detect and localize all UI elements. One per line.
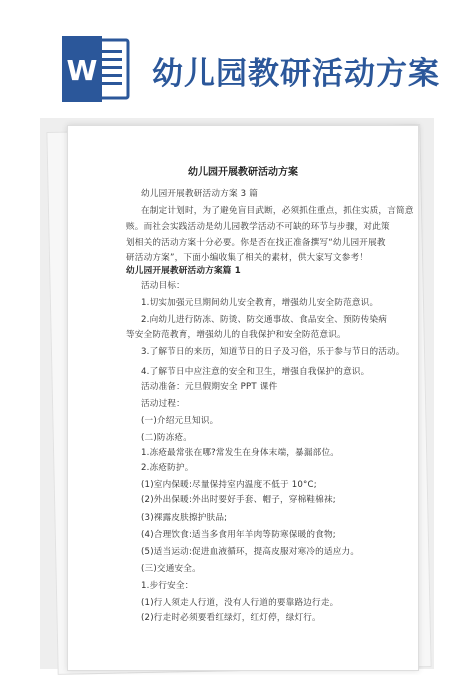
- doc-line-3: 划相关的活动方案十分必要。你是否在找正准备撰写“幼儿园开展教: [126, 238, 386, 248]
- doc-line-subtitle: 幼儿园开展教研活动方案 3 篇: [141, 189, 259, 199]
- doc-line-24: 1.步行安全：: [141, 581, 194, 591]
- doc-line-7: 1.切实加强元旦期间幼儿安全教育，增强幼儿安全防范意识。: [141, 298, 379, 308]
- word-document-icon: [62, 36, 132, 102]
- doc-line-6: 活动目标：: [141, 281, 185, 291]
- doc-line-20: (3)裸露皮肤擦护肤品;: [141, 513, 228, 523]
- doc-line-2: 赅。而社会实践活动是幼儿园教学活动不可缺的环节与步骤，对此策: [126, 222, 390, 232]
- doc-line-12: 活动准备：元旦假期安全 PPT 课件: [141, 382, 278, 392]
- doc-line-9: 等安全防范教育，增强幼儿的自我保护和安全防范意识。: [126, 330, 346, 340]
- word-letter: W: [66, 54, 98, 87]
- doc-line-25: (1)行人须走人行道，没有人行道的要靠路边行走。: [141, 598, 339, 608]
- doc-line-17: 2.冻疮防护。: [141, 463, 194, 473]
- header-banner: [0, 0, 474, 120]
- doc-line-11: 4.了解节日中应注意的安全和卫生，增强自我保护的意识。: [141, 367, 370, 377]
- doc-line-8: 2.向幼儿进行防冻、防烫、防交通事故、食品安全、预防传染病: [141, 315, 388, 325]
- doc-line-1: 在制定计划时，为了避免盲目武断，必须抓住重点，抓住实质，言简意: [141, 206, 414, 216]
- doc-line-23: (三)交通安全。: [141, 564, 201, 574]
- document-page: [67, 125, 419, 671]
- doc-line-13: 活动过程：: [141, 399, 185, 409]
- doc-line-16: 1.冻疮最常张在哪?常发生在身体末端，暴漏部位。: [141, 448, 340, 458]
- banner-title: 幼儿园教研活动方案: [152, 56, 440, 92]
- doc-line-19: (2)外出保暖:外出时要好手套、帽子，穿棉鞋棉袜;: [141, 495, 336, 505]
- doc-line-22: (5)适当运动:促进血液循环，提高皮服对寒冷的适应力。: [141, 547, 360, 557]
- doc-line-18: (1)室内保暖:尽量保持室内温度不低于 10°C;: [141, 480, 317, 490]
- section-heading-1: 幼儿园开展教研活动方案篇 1: [126, 266, 241, 276]
- doc-line-15: (二)防冻疮。: [141, 433, 193, 443]
- doc-line-26: (2)行走时必须要看红绿灯，红灯停，绿灯行。: [141, 613, 321, 623]
- doc-line-4: 研活动方案”，下面小编收集了相关的素材，供大家写文参考！: [126, 253, 369, 263]
- doc-line-14: (一)介绍元旦知识。: [141, 416, 219, 426]
- doc-line-10: 3.了解节日的来历，知道节日的日子及习俗，乐于参与节日的活动。: [141, 347, 405, 357]
- document-title: 幼儿园开展教研活动方案: [188, 167, 298, 178]
- doc-line-21: (4)合理饮食:适当多食用年羊肉等防寒保暖的食物;: [141, 530, 336, 540]
